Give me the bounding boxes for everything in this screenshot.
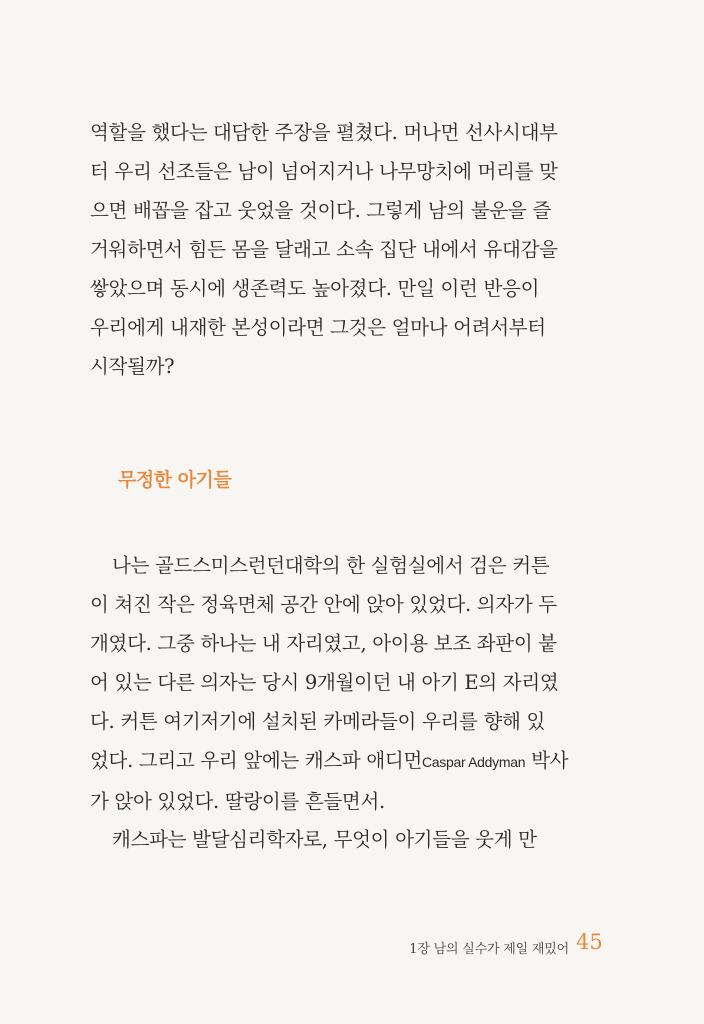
text-line: 터 우리 선조들은 남이 넘어지거나 나무망치에 머리를 맞 — [90, 160, 558, 183]
text-line: 우리에게 내재한 본성이라면 그것은 얼마나 어려서부터 — [90, 316, 546, 339]
text-line: 시작될까? — [90, 355, 175, 378]
text-line: 어 있는 다른 의자는 당시 9개월이던 내 아기 E의 자리였 — [90, 671, 559, 694]
page-number: 45 — [576, 930, 603, 954]
text-line: 나는 골드스미스런던대학의 한 실험실에서 검은 커튼 — [112, 554, 550, 577]
text-line: 이 쳐진 작은 정육면체 공간 안에 앉아 있었다. 의자가 두 — [90, 593, 557, 616]
foreign-name: Caspar Addyman — [421, 754, 526, 770]
text-line: 역할을 했다는 대담한 주장을 펼쳤다. 머나먼 선사시대부 — [90, 121, 558, 144]
text-line: 쌓았으며 동시에 생존력도 높아졌다. 만일 이런 반응이 — [90, 277, 540, 300]
text-line: 거워하면서 힘든 몸을 달래고 소속 집단 내에서 유대감을 — [90, 238, 558, 261]
paragraph-intro — [90, 113, 600, 386]
text-line: 으면 배꼽을 잡고 웃었을 것이다. 그렇게 남의 불운을 즐 — [90, 199, 551, 222]
paragraph-lab — [90, 546, 600, 821]
text-line — [90, 741, 600, 782]
section-heading: 무정한 아기들 — [118, 469, 232, 491]
paragraph-caspar — [90, 820, 600, 859]
text-fragment: 박사 — [525, 749, 569, 772]
text-fragment: 었다. 그리고 우리 앞에는 캐스파 애디먼 — [90, 749, 422, 772]
running-footer: 1장 남의 실수가 제일 재밌어 — [409, 942, 569, 957]
text-line: 가 앉아 있었다. 딸랑이를 흔들면서. — [90, 790, 385, 813]
text-line: 캐스파는 발달심리학자로, 무엇이 아기들을 웃게 만 — [112, 828, 537, 851]
text-line: 다. 커튼 여기저기에 설치된 카메라들이 우리를 향해 있 — [90, 710, 546, 733]
text-line: 개였다. 그중 하나는 내 자리였고, 아이용 보조 좌판이 붙 — [90, 632, 557, 655]
